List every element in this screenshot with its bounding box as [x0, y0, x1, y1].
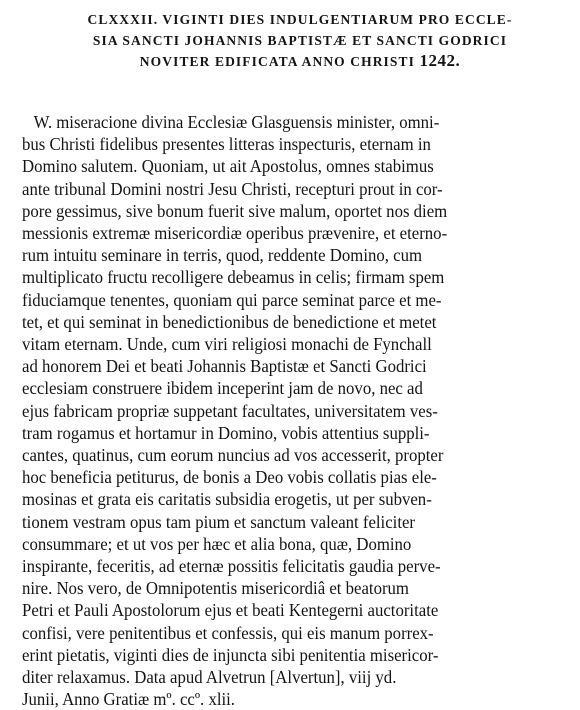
- text-line: fiduciamque tenentes, quoniam qui parce seminat parce et me-: [22, 289, 442, 310]
- text-line: tionem vestram opus tam pium et sanctum valeant feliciter: [22, 511, 416, 532]
- heading-line: CLXXXII. VIGINTI DIES INDULGENTIARUM PRO ECCLE-: [87, 12, 513, 27]
- text-line: inspirante, feceritis, ad eternæ possitis felicitatis gaudia perve-: [22, 556, 441, 577]
- text-line: messionis extremæ misericordiæ operibus prævenire, et eterno-: [22, 223, 448, 244]
- text-line: ejus fabricam propriæ suppetant facultates, universitatem ves-: [22, 400, 438, 421]
- text-line: Junii, Anno Gratiæ mº. ccº. xlii.: [22, 689, 236, 710]
- heading-year: 1242.: [419, 51, 461, 70]
- text-line: bus Christi fidelibus presentes litteras inspecturis, eternam in: [22, 134, 431, 155]
- text-line: hoc beneficia petiturus, de bonis a Deo vobis collatis pias ele-: [22, 467, 437, 488]
- heading-line: SIA SANCTI JOHANNIS BAPTISTÆ ET SANCTI GODRICI: [92, 32, 508, 48]
- text-line: nire. Nos vero, de Omnipotentis misericordiâ et beatorum: [22, 578, 409, 599]
- text-line: Petri et Pauli Apostolorum ejus et beati Kentegerni auctoritate: [22, 600, 439, 621]
- text-line: consummare; et ut vos per hæc et alia bona, quæ, Domino: [22, 533, 412, 554]
- heading-line-text: NOVITER EDIFICATA ANNO CHRISTI: [139, 54, 415, 69]
- text-line: ante tribunal Domini nostri Jesu Christi, recepturi prout in cor-: [22, 178, 443, 199]
- text-line: tet, et qui seminat in benedictionibus de benedictione et metet: [22, 311, 437, 332]
- text-line: ad honorem Dei et beati Johannis Baptistæ et Sancti Godrici: [22, 356, 427, 377]
- text-line: Domino salutem. Quoniam, ut ait Apostolus, omnes stabimus: [22, 156, 434, 177]
- text-line: cantes, quatinus, cum eorum nuncius ad vos accesserit, propter: [22, 445, 444, 466]
- text-line: ecclesiam construere ibidem inceperint jam de novo, nec ad: [22, 378, 423, 399]
- text-line: multiplicato fructu recolligere debeamus in celis; firmam spem: [22, 267, 445, 288]
- text-line: rum intuitu seminare in terris, quod, reddente Domino, cum: [22, 245, 423, 266]
- text-line: pore gessimus, sive bonum fuerit sive malum, oportet nos diem: [22, 200, 448, 221]
- text-line: tram rogamus et hortamur in Domino, vobis attentius suppli-: [22, 422, 430, 443]
- text-line: confisi, vere penitentibus et confessis, qui eis manum porrex-: [22, 622, 434, 643]
- text-line: diter relaxamus. Data apud Alvetrun [Alvertun], viij yd.: [22, 667, 397, 688]
- text-line: W. miseracione divina Ecclesiæ Glasguensis minister, omni-: [33, 112, 440, 132]
- charter-heading: [60, 10, 540, 73]
- text-line: mosinas et grata eis caritatis subsidia erogetis, ut per subven-: [22, 489, 432, 510]
- text-line: vitam eternam. Unde, cum viri religiosi monachi de Fynchall: [22, 334, 432, 355]
- charter-text: [22, 111, 580, 710]
- text-line: erint pietatis, viginti dies de injuncta sibi penitentia misericor-: [22, 644, 439, 665]
- heading-line: [60, 51, 540, 73]
